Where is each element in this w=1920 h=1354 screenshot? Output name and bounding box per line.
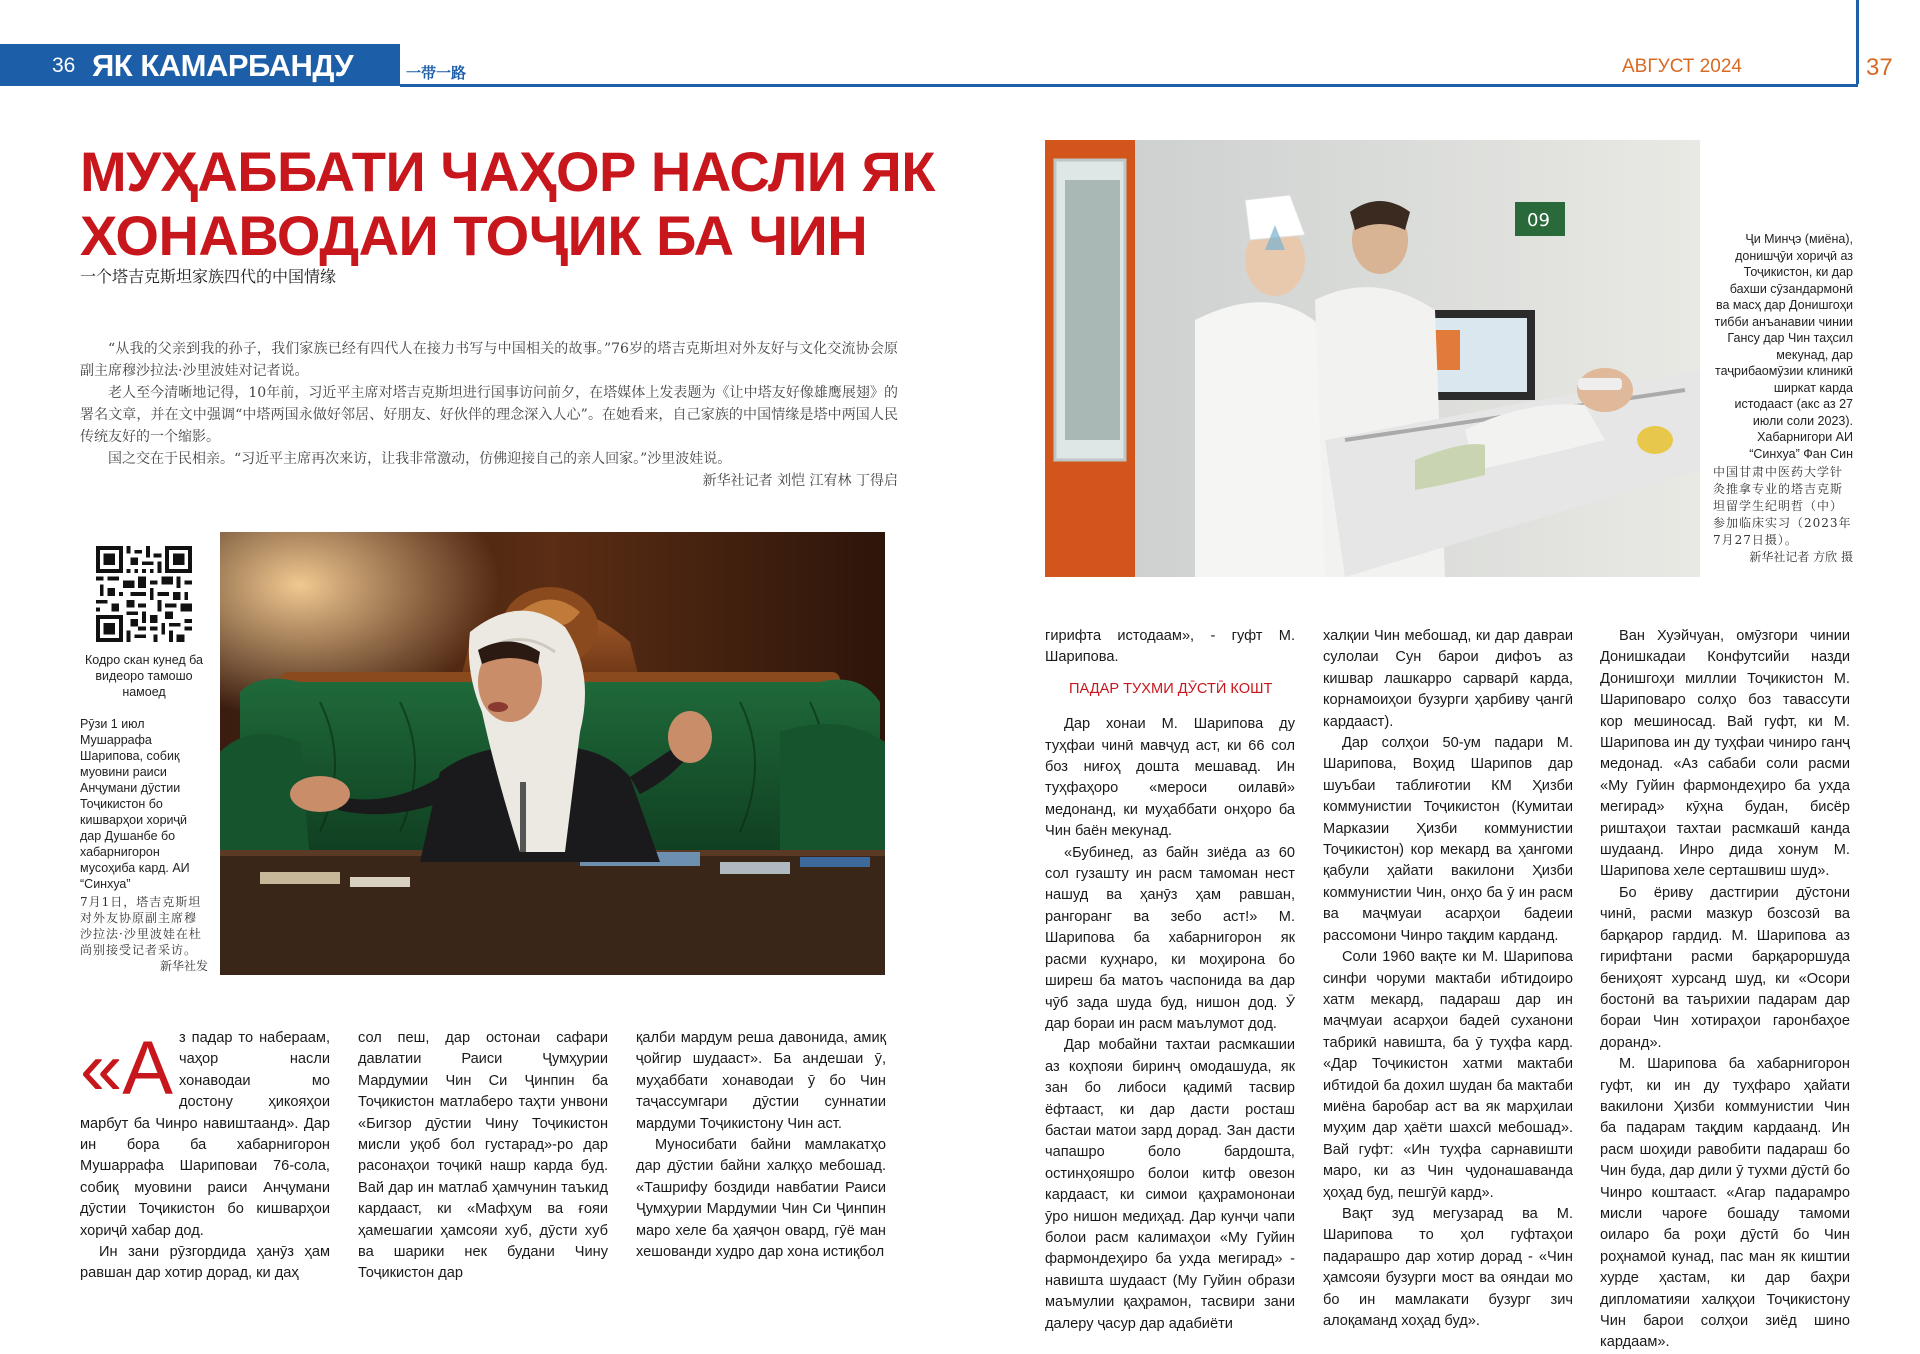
caption-credit-cn: 新华社发 [159, 959, 208, 973]
body-paragraph: гирифта истодаам», - гуфт М. Шарипова. [1045, 628, 1295, 666]
lead-byline: 新华社记者 刘恺 江宥林 丁得启 [702, 473, 898, 489]
body-paragraph: «Бубинед, аз байн зиёда аз 60 сол гузашту ин расм тамоман нест нашуд ва ҳанӯз ҳам равшан, рангоранг ва зебо аст!» М. Шарипова ба хабарнигорон як расми куҳнаро, ки моҳирона бо ширеш ба матоъ часпонида ва дар чӯб зада шуда буд, нишон дод. Ӯ дар бораи ин расм маълумот дод. [1045, 844, 1295, 1032]
subheading: ПАДАР ТУХМИ ДӮСТӢ КОШТ [1069, 680, 1273, 697]
body-paragraph: Дар солҳои 50-ум падари М. Шарипова, Воҳид Шарипов дар шуъбаи таблиғотии КМ Ҳизби коммунистии Тоҷикистон (Кумитаи Марказии Ҳизби коммунистии Тоҷикистон) кор мекард ва ҳангоми қабули ҳайати вакилони Ҳизби коммунистии Чин, онҳо ба ӯ ин расм ва маҷмуаи асарҳои бадеии рассомони Чинро тақдим карданд. [1323, 735, 1573, 944]
body-column-2 [358, 1028, 608, 1285]
lead-paragraph: “从我的父亲到我的孙子，我们家族已经有四代人在接力书写与中国相关的故事。”76岁的塔吉克斯坦对外友好与文化交流协会原副主席穆沙拉法·沙里波娃对记者说。 [80, 341, 898, 379]
caption-text: Ҷи Минҷэ (миёна), донишҷӯи хориҷӣ аз Тоҷикистон, ки дар бахши сӯзандармонӣ ва масҳ дар Донишгоҳи тибби анъанавии чинии Гансу дар Чин таҳсил мекунад, дар таҷрибаомӯзии клиникӣ ширкат карда истодааст (акс аз 27 июли соли 2023). Хабарнигори АИ “Синхуа” Фан Син [1714, 232, 1853, 461]
body-paragraph: Муносибати байни мамлакатҳо дар дӯстии байни халқҳо мебошад. «Ташрифу боздиди навбатии Раиси Ҷумҳурии Мардумии Чин Си Ҷинпин маро хеле ба ҳаяҷон овард, гӯё ман хешованди худро дар хона истиқбол [636, 1137, 886, 1261]
qr-code[interactable] [96, 546, 192, 642]
body-paragraph: қалби мардум реша давонида, амиқ ҷойгир шудааст». Ба андешаи ӯ, муҳаббати хонаводаи ӯ бо Чин таҷассумгари дӯстии суннатии мардуми Тоҷикистону Чин аст. [636, 1030, 886, 1132]
lead-cn [80, 338, 898, 492]
body-paragraph: «Аз падар то набераам, чаҳор насли хонаводаи мо достону ҳикояҳои марбут ба Чинро навиштаанд». Дар ин бора ба хабарнигорон Мушаррафа Шариповаи 76-сола, собиқ муовини раиси Анҷумани дӯстии Тоҷикистон бо кишварҳои хориҷӣ хабар дод. [80, 1026, 330, 1239]
caption-credit-cn: 新华社记者 方欣 摄 [1749, 550, 1853, 564]
body-column-6 [1600, 626, 1850, 1354]
body-column-5 [1323, 626, 1573, 1332]
photo-interview [220, 532, 885, 975]
header-rule [400, 84, 1858, 87]
body-paragraph: Ин зани рӯзгордида ҳанӯз ҳам равшан дар хотир дорад, ки даҳ [80, 1244, 330, 1282]
body-column-1 [80, 1028, 330, 1285]
drop-cap: «А [80, 1026, 173, 1111]
header-vertical-rule [1856, 0, 1859, 84]
section-title-cn: 一带一路 [406, 64, 467, 82]
body-paragraph: Дар хонаи М. Шарипова ду туҳфаи чинӣ мавҷуд аст, ки 66 сол боз ниғоҳ дошта мешавад. Ин туҳфаҳоро «мероси оилавӣ» медонанд, ки муҳаббати онҳоро ба Чин баён мекунад. [1045, 716, 1295, 840]
qr-caption: Кодро скан кунед ба видеоро тамошо намоед [85, 653, 203, 699]
photo-caption-left [80, 716, 208, 974]
photo-clinic [1045, 140, 1700, 577]
section-title: ЯК КАМАРБАНДУ ЯК РОҲ [92, 48, 354, 119]
article-subtitle-cn: 一个塔吉克斯坦家族四代的中国情缘 [80, 267, 337, 286]
caption-text-cn: 中国甘肃中医药大学针灸推拿专业的塔吉克斯坦留学生纪明哲（中）参加临床实习（2023年7月27日摄）。 [1713, 465, 1852, 547]
body-paragraph: Соли 1960 вақте ки М. Шарипова синфи чоруми мактаби ибтидоиро хатм мекард, падараш дар ин маҷмуаи асарҳои бадеӣ суханони табрикӣ навишта, ба ӯ туҳфа кард. «Дар Тоҷикистон хатми мактаби ибтидоӣ ба дохил шудан ба мактаби миёна баробар аст ва як марҳилаи муҳим дар ҳаёти шахсӣ мебошад». Вай гуфт: «Ин туҳфа сарнавишти маро, ки аз Чин ҷудонашаванда ҳоҳад буд, пешгӯӣ кард». [1323, 949, 1573, 1201]
body-paragraph: Дар мобайни тахтаи расмкашии аз коҳпояи биринҷ омодашуда, як зан бо либоси қадимӣ тасвир ёфтааст, ки дар дасти росташ бастаи матои зард дорад. Зан дасти чапашро боло бардошта, остинҳояшро болои китф овезон кардааст, ки симои қаҳрамононаи ӯро нишон медиҳад. Дар кунҷи чапи болои расм калимаҳои «Му Гуйин фармондеҳиро ба ухда мегирад» - навишта шудааст (Му Гуйин образи маъмулии қаҳрамон, тасвири зани далеру ҷасур дар адабиёти [1045, 1037, 1295, 1332]
article-title: МУҲАББАТИ ЧАҲОР НАСЛИ ЯК ХОНАВОДАИ ТОҶИК БА ЧИН [80, 140, 935, 267]
photo-clinic-image [1045, 140, 1700, 577]
svg-text:09: 09 [1527, 210, 1550, 231]
body-paragraph: сол пеш, дар остонаи сафари давлатии Раиси Ҷумҳурии Мардумии Чин Си Ҷинпин ба Тоҷикистон матлаберо таҳти унвони «Бигзор дӯстии Чину Тоҷикистон мисли уқоб бол густарад»-ро дар расонаҳои тоҷикӣ нашр карда буд. Вай дар ин матлаб ҳамчунин таъкид кардааст, ки «Мафҳум ва ғояи ҳамешагии ҳамсояи хуб, дӯсти хуб ва шарики нек будани Чину Тоҷикистон дар [358, 1030, 608, 1282]
body-column-3 [636, 1028, 886, 1263]
page-number-left: 36 [52, 54, 76, 77]
photo-interview-image [220, 532, 885, 975]
body-paragraph: М. Шарипова ба хабарнигорон гуфт, ки ин ду туҳфаро ҳайати вакилони Ҳизби коммунистии Чин ба падарам тақдим кардаанд. Ин расм шоҳиди равобити падараш бо Чин буда, дар дили ӯ тухми дӯстӣ бо Чинро коштааст. «Агар падарамро мисли чароғе бошаду тамоми оиларо ба роҳи дӯстӣ бо Чин роҳнамоӣ кунад, пас ман як киштии хурде ҳастам, ки дар баҳри дипломатияи халқҳои Тоҷикистону Чин барои солҳои зиёд шино кардаам». [1600, 1056, 1850, 1351]
caption-text-cn: 7月1日，塔吉克斯坦对外友协原副主席穆沙拉法·沙里波娃在杜尚别接受记者采访。 [80, 895, 202, 957]
body-paragraph: халқии Чин мебошад, ки дар давраи сулолаи Сун барои дифоъ аз кишвар лашкарро сарварӣ карда, корнамоиҳои бузурги ҳарбиву ҷангӣ кардааст). [1323, 628, 1573, 730]
lead-paragraph: 老人至今清晰地记得，10年前，习近平主席对塔吉克斯坦进行国事访问前夕，在塔媒体上发表题为《让中塔友好像雄鹰展翅》的署名文章，并在文中强调“中塔两国永做好邻居、好朋友、好伙伴的理念深入人心”。在她看来，自己家族的中国情缘是塔中两国人民传统友好的一个缩影。 [80, 385, 898, 445]
issue-date: АВГУСТ 2024 [1622, 56, 1742, 77]
lead-paragraph: 国之交在于民相亲。“习近平主席再次来访，让我非常激动，仿佛迎接自己的亲人回家。”沙里波娃说。 [108, 451, 732, 467]
header-band-left [0, 44, 400, 119]
caption-text: Рӯзи 1 июл Мушаррафа Шарипова, собиқ муовини раиси Анҷумани дӯстии Тоҷикистон бо кишварҳои хориҷӣ дар Душанбе бо хабарнигорон мусоҳиба кард. АИ “Синхуа” [80, 717, 190, 891]
photo-caption-right [1713, 231, 1853, 566]
body-column-4 [1045, 626, 1295, 1335]
body-paragraph: Бо ёриву дастгирии дӯстони чинӣ, расми мазкур бозсозӣ ва барқарор гардид. М. Шарипова аз гирифтани расми барқароршуда бениҳоят хурсанд шуд, ки «Осори бостонӣ ва таърихии падарам дар бораи Чин хотираҳои гаронбаҳое доранд». [1600, 884, 1850, 1051]
page-number-right: 37 [1866, 54, 1893, 81]
body-paragraph: Вақт зуд мегузарад ва М. Шарипова то ҳол гуфтаҳои падарашро дар хотир дорад - «Чин ҳамсояи бузурги мост ва ояндаи мо бо ин мамлакати бузург зич алоқаманд хоҳад буд». [1323, 1205, 1573, 1329]
body-paragraph: Ван Хуэйчуан, омӯзгори чинии Донишкадаи Конфутсийи назди Донишгоҳи миллии Тоҷикистон М. Шариповаро солҳо боз тавассути кор мешиносад. Вай гуфт, ки М. Шарипова ин ду туҳфаи чиниро ганҷ медонад. «Аз сабаби соли расми «Му Гуйин фармондеҳиро ба ухда мегирад» кӯҳна будан, бисёр риштаҳои тахтаи расмкашӣ канда шудаанд. Инро дида хонум М. Шарипова хеле серташвиш шуд». [1600, 628, 1850, 880]
qr-code-icon [96, 546, 192, 642]
